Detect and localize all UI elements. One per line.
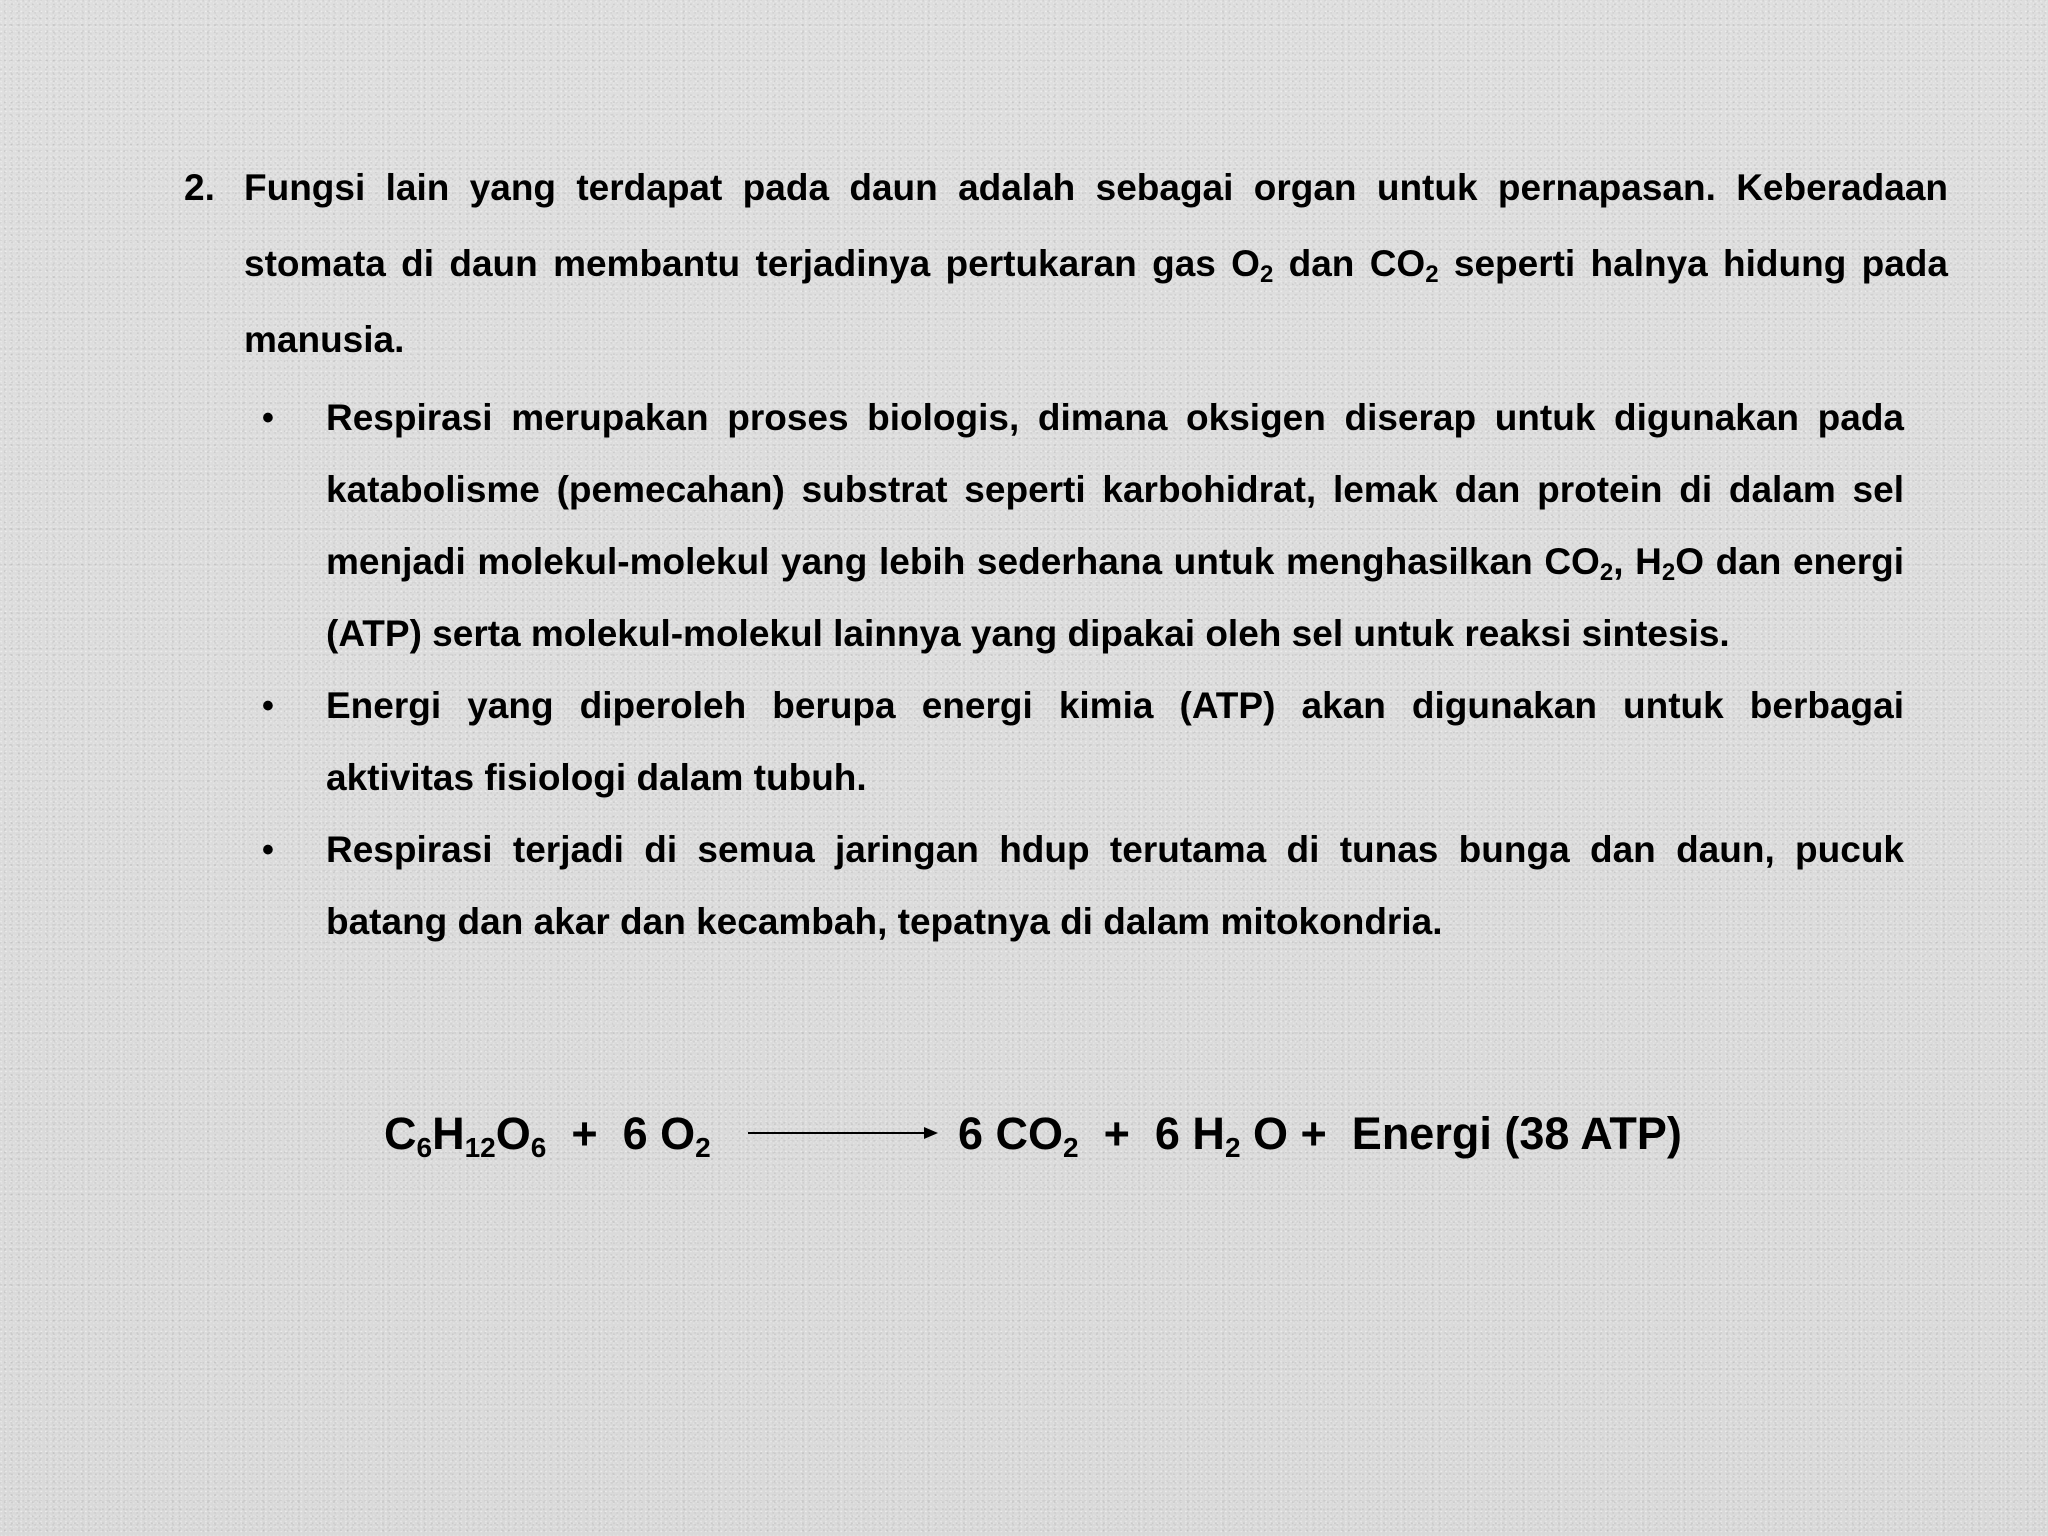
h2-subscript: 2 [1224, 1132, 1241, 1163]
water-product: + 6 H [1078, 1108, 1225, 1159]
paragraph-text: dan CO [1273, 243, 1426, 284]
bullet-icon: • [262, 399, 274, 437]
oxygen-reactant: + 6 O [546, 1108, 696, 1159]
equation-products [958, 1094, 1682, 1174]
bullet-item-respiration-definition [256, 382, 1904, 670]
numbered-item-2 [184, 150, 1948, 378]
reaction-arrow-icon [748, 1120, 938, 1146]
hydrogen-count: 12 [464, 1132, 496, 1163]
bullet-text: Energi yang diperoleh berupa energi kimia (ATP) akan digunakan untuk berbagai aktivitas fisiologi dalam tubuh. [326, 685, 1904, 798]
energy-product: O + Energi (38 ATP) [1240, 1108, 1682, 1159]
bullet-item-energy [256, 670, 1904, 814]
co2-subscript: 2 [1063, 1132, 1079, 1163]
co2-subscript: 2 [1425, 261, 1439, 288]
paragraph-text: seperti halnya hidung pada manusia. [244, 243, 1948, 360]
o2-subscript: 2 [1259, 261, 1274, 288]
co2-product: 6 CO [958, 1108, 1064, 1159]
item-paragraph [244, 150, 1948, 378]
hydrogen-symbol: H [432, 1108, 465, 1159]
carbon-count: 6 [416, 1132, 433, 1163]
bullet-text: , H [1613, 541, 1662, 582]
paragraph-text: Fungsi lain yang terdapat pada daun adalah sebagai organ untuk pernapasan. Keberadaan stomata di daun membantu terjadinya pertukaran gas O [244, 167, 1948, 284]
bullet-text: O dan energi (ATP) serta molekul-molekul lainnya yang dipakai oleh sel untuk reaksi sintesis. [326, 541, 1905, 654]
respiration-equation [384, 1094, 1784, 1174]
bullet-item-location [256, 814, 1904, 958]
oxygen-symbol: O [495, 1108, 531, 1159]
o2-subscript: 2 [695, 1132, 711, 1163]
carbon-symbol: C [384, 1108, 417, 1159]
equation-reactants [384, 1094, 711, 1174]
bullet-icon: • [262, 831, 274, 869]
bullet-text: Respirasi terjadi di semua jaringan hdup terutama di tunas bunga dan daun, pucuk batang dan akar dan kecambah, tepatnya di dalam mitokondria. [326, 829, 1904, 942]
bullet-list [256, 382, 1904, 958]
item-number: 2. [184, 167, 215, 208]
bullet-text: Respirasi merupakan proses biologis, dimana oksigen diserap untuk digunakan pada katabolisme (pemecahan) substrat seperti karbohidrat, lemak dan protein di dalam sel menjadi molekul-molekul yang lebih sederhana untuk menghasilkan CO [326, 397, 1904, 582]
co2-subscript: 2 [1599, 559, 1614, 586]
oxygen-count: 6 [530, 1132, 547, 1163]
bullet-icon: • [262, 687, 274, 725]
h2o-subscript: 2 [1661, 559, 1676, 586]
